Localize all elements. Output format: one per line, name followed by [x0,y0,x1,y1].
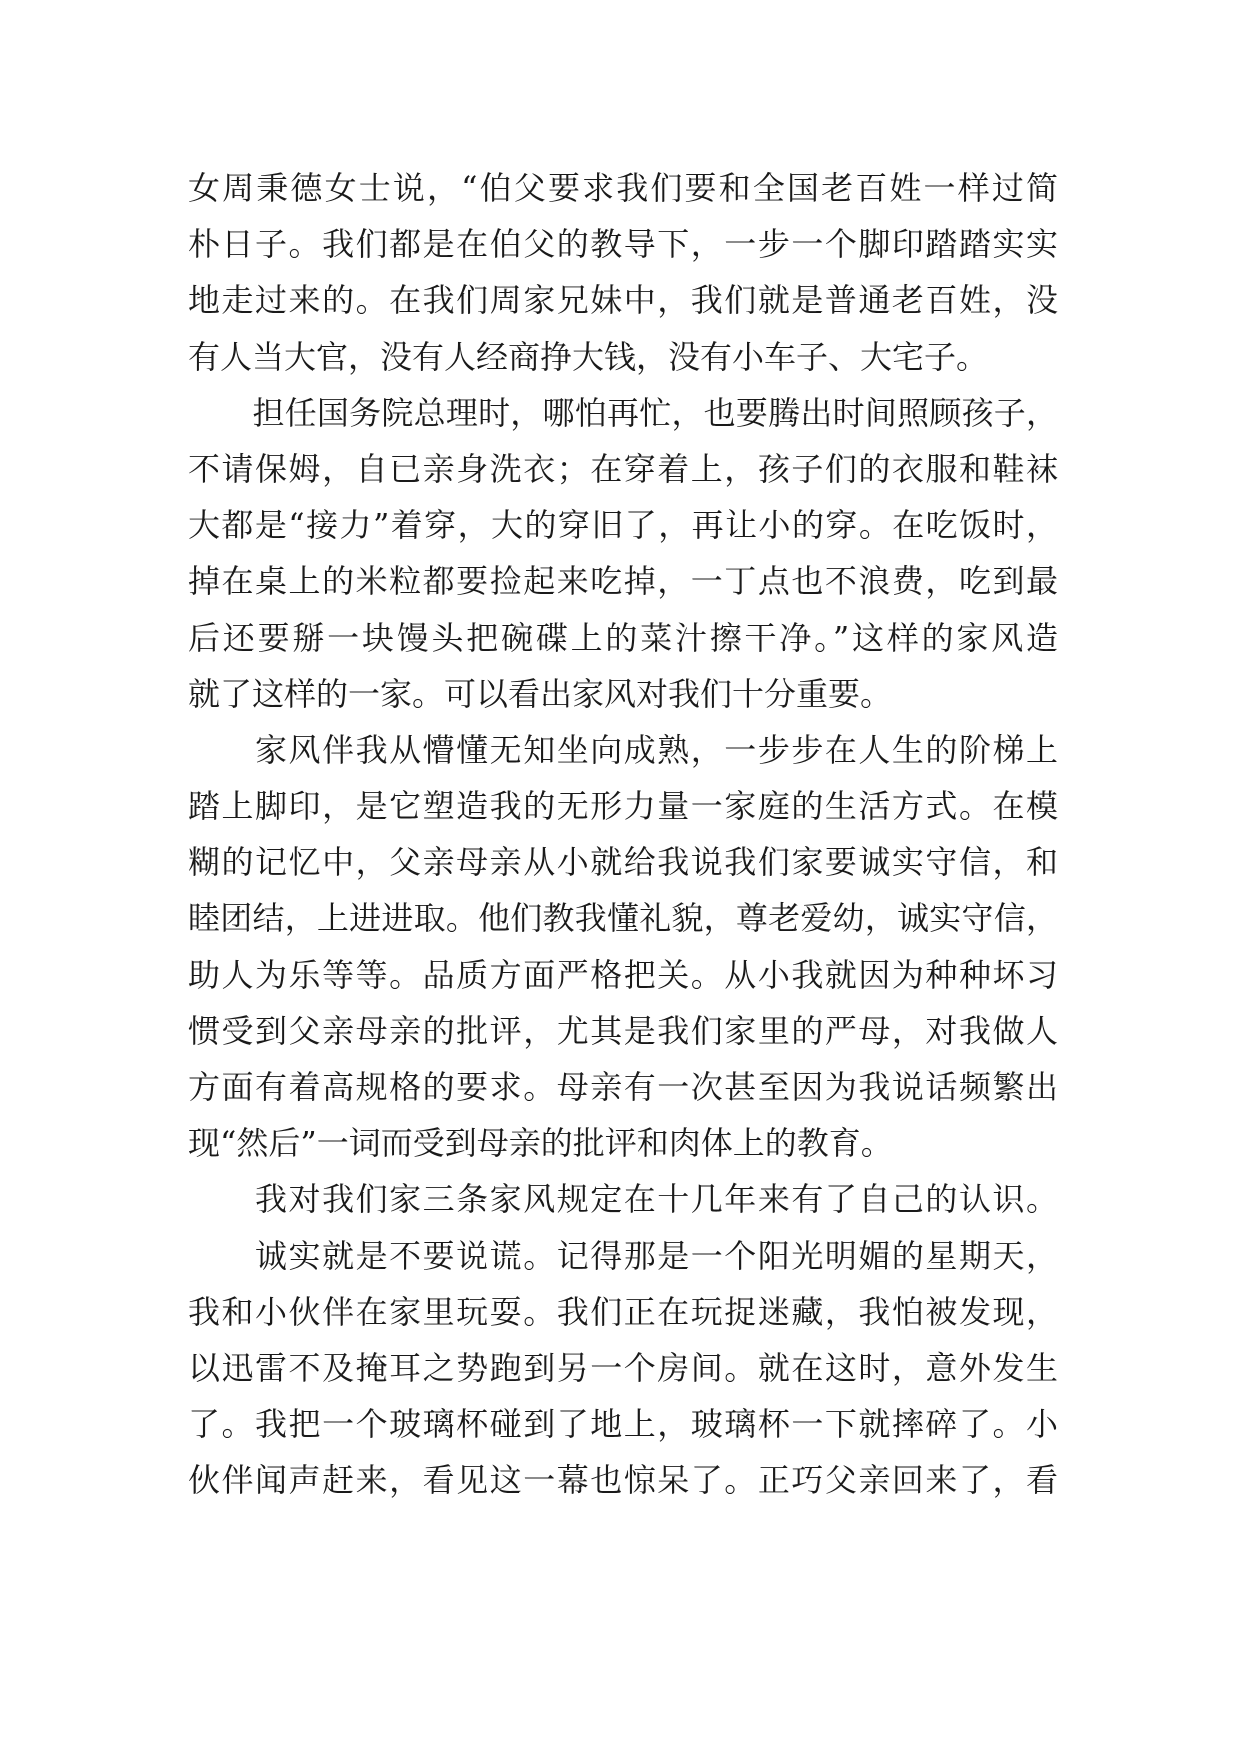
body-text [188,160,1058,1509]
text-line: 现“然后”一词而受到母亲的批评和肉体上的教育。 [188,1124,893,1163]
text-line: 我对我们家三条家风规定在十几年来有了自己的认识。 [188,1180,1058,1219]
text-line: 我和小伙伴在家里玩耍。我们正在玩捉迷藏，我怕被发现， [188,1292,1058,1331]
text-line: 不请保姆，自已亲身洗衣；在穿着上，孩子们的衣服和鞋袜 [188,449,1058,488]
text-line: 了。我把一个玻璃杯碰到了地上，玻璃杯一下就摔碎了。小 [188,1405,1058,1444]
text-line: 后还要掰一块馒头把碗碟上的菜汁擦干净。”这样的家风造 [188,618,1058,657]
text-line: 伙伴闻声赶来，看见这一幕也惊呆了。正巧父亲回来了，看 [188,1461,1058,1500]
text-line: 踏上脚印，是它塑造我的无形力量一家庭的生活方式。在模 [188,787,1058,826]
text-line: 助人为乐等等。品质方面严格把关。从小我就因为种种坏习 [188,955,1058,994]
text-line: 睦团结，上进进取。他们教我懂礼貌，尊老爱幼，诚实守信， [188,899,1058,938]
text-line: 有人当大官，没有人经商挣大钱，没有小车子、大宅子。 [188,337,989,376]
text-line: 就了这样的一家。可以看出家风对我们十分重要。 [188,674,893,713]
text-line: 女周秉德女士说，“伯父要求我们要和全国老百姓一样过简 [188,169,1058,207]
text-line: 糊的记忆中，父亲母亲从小就给我说我们家要诚实守信，和 [188,843,1058,882]
text-line: 大都是“接力”着穿，大的穿旧了，再让小的穿。在吃饭时， [188,506,1058,545]
text-line: 担任国务院总理时，哪怕再忙，也要腾出时间照顾孩子， [188,393,1058,432]
text-line: 朴日子。我们都是在伯父的教导下，一步一个脚印踏踏实实 [188,225,1058,264]
text-line: 地走过来的。在我们周家兄妹中，我们就是普通老百姓，没 [188,281,1058,320]
text-line: 方面有着高规格的要求。母亲有一次甚至因为我说话频繁出 [188,1068,1058,1106]
text-line: 以迅雷不及掩耳之势跑到另一个房间。就在这时，意外发生 [188,1348,1058,1387]
text-line: 惯受到父亲母亲的批评，尤其是我们家里的严母，对我做人 [188,1011,1058,1050]
text-line: 掉在桌上的米粒都要捡起来吃掉，一丁点也不浪费，吃到最 [188,562,1058,601]
text-line: 诚实就是不要说谎。记得那是一个阳光明媚的星期天， [188,1236,1058,1275]
text-line: 家风伴我从懵懂无知坐向成熟，一步步在人生的阶梯上 [188,730,1058,769]
